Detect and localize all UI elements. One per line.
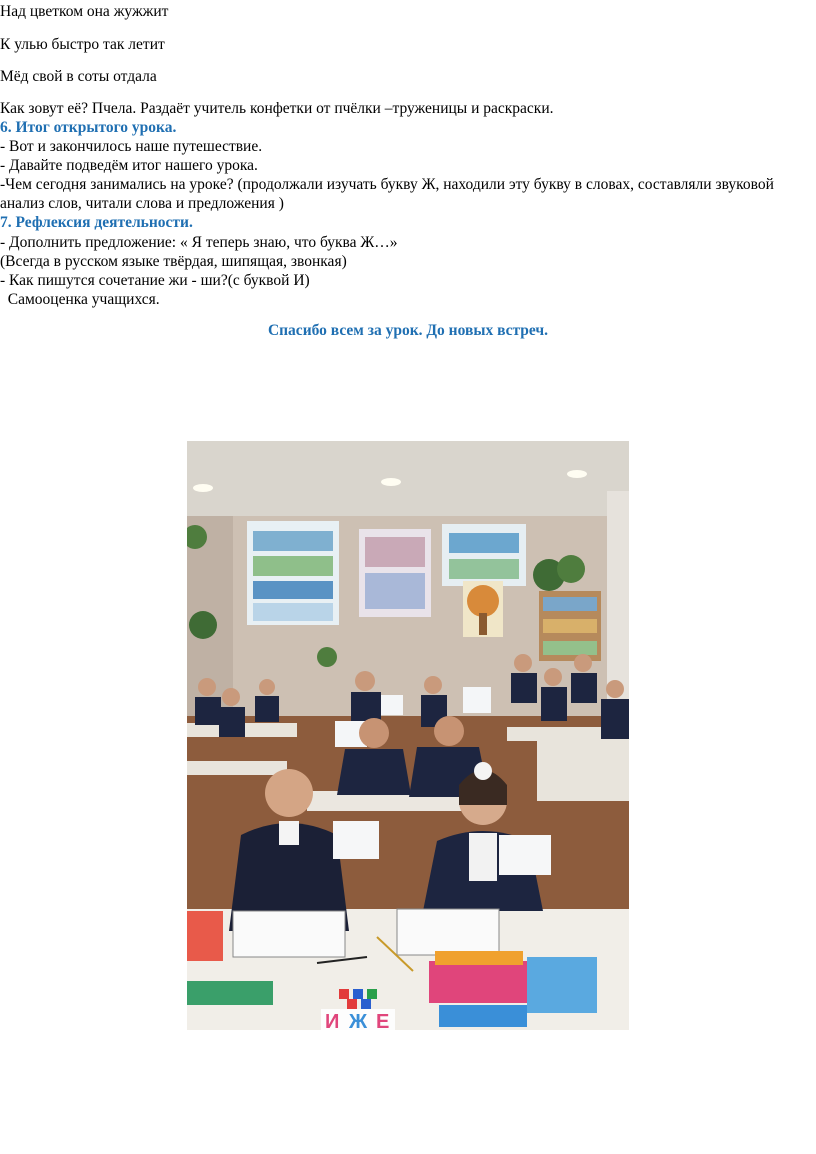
coloring-sheet: [233, 911, 345, 957]
poem-line-3: Мёд свой в соты отдала: [0, 68, 157, 85]
poem-line-2: К улью быстро так летит: [0, 36, 165, 53]
card: [463, 687, 491, 713]
ceiling-lamp: [381, 478, 401, 486]
section-7-line-2: (Всегда в русском языке твёрдая, шипящая, звонкая): [0, 253, 347, 270]
front-boy-head: [265, 769, 313, 817]
desk: [537, 741, 629, 801]
book: [527, 957, 597, 1013]
desk: [187, 761, 287, 775]
letter-card: Е: [376, 1011, 390, 1030]
closing-text: Спасибо всем за урок. До новых встреч.: [267, 322, 549, 339]
section-6-line-2: - Давайте подведём итог нашего урока.: [0, 157, 258, 174]
ceiling: [187, 441, 629, 521]
section-6-heading: 6. Итог открытого урока.: [0, 119, 177, 136]
card: [499, 835, 551, 875]
section-7-line-3: - Как пишутся сочетание жи - ши?(с буквой И): [0, 272, 310, 289]
letter-card: Ж: [349, 1011, 368, 1030]
poem-line-1: Над цветком она жужжит: [0, 3, 169, 20]
book: [435, 951, 523, 965]
card: [333, 821, 379, 859]
section-7-line-1: - Дополнить предложение: « Я теперь знаю, что буква Ж…»: [0, 234, 398, 251]
section-7-heading: 7. Рефлексия деятельности.: [0, 214, 193, 231]
section-7-line-4: Самооценка учащихся.: [0, 291, 160, 308]
ceiling-lamp: [567, 470, 587, 478]
book: [429, 961, 529, 1003]
coloring-sheet: [397, 909, 499, 955]
letter-card: И: [325, 1011, 340, 1030]
book: [187, 911, 223, 961]
section-6-line-1: - Вот и закончилось наше путешествие.: [0, 138, 263, 155]
ceiling-lamp: [193, 484, 213, 492]
card: [381, 695, 403, 715]
book: [439, 1005, 527, 1027]
classroom-photo: [187, 441, 629, 1030]
answer-text: Как зовут её? Пчела. Раздаёт учитель конфетки от пчёлки –труженицы и раскраски.: [0, 100, 554, 117]
section-6-line-3: -Чем сегодня занимались на уроке? (продолжали изучать букву Ж, находили эту букву в словах, составляли звуковой анализ слов, читали слова и предложения ): [0, 176, 774, 212]
book: [187, 981, 273, 1005]
